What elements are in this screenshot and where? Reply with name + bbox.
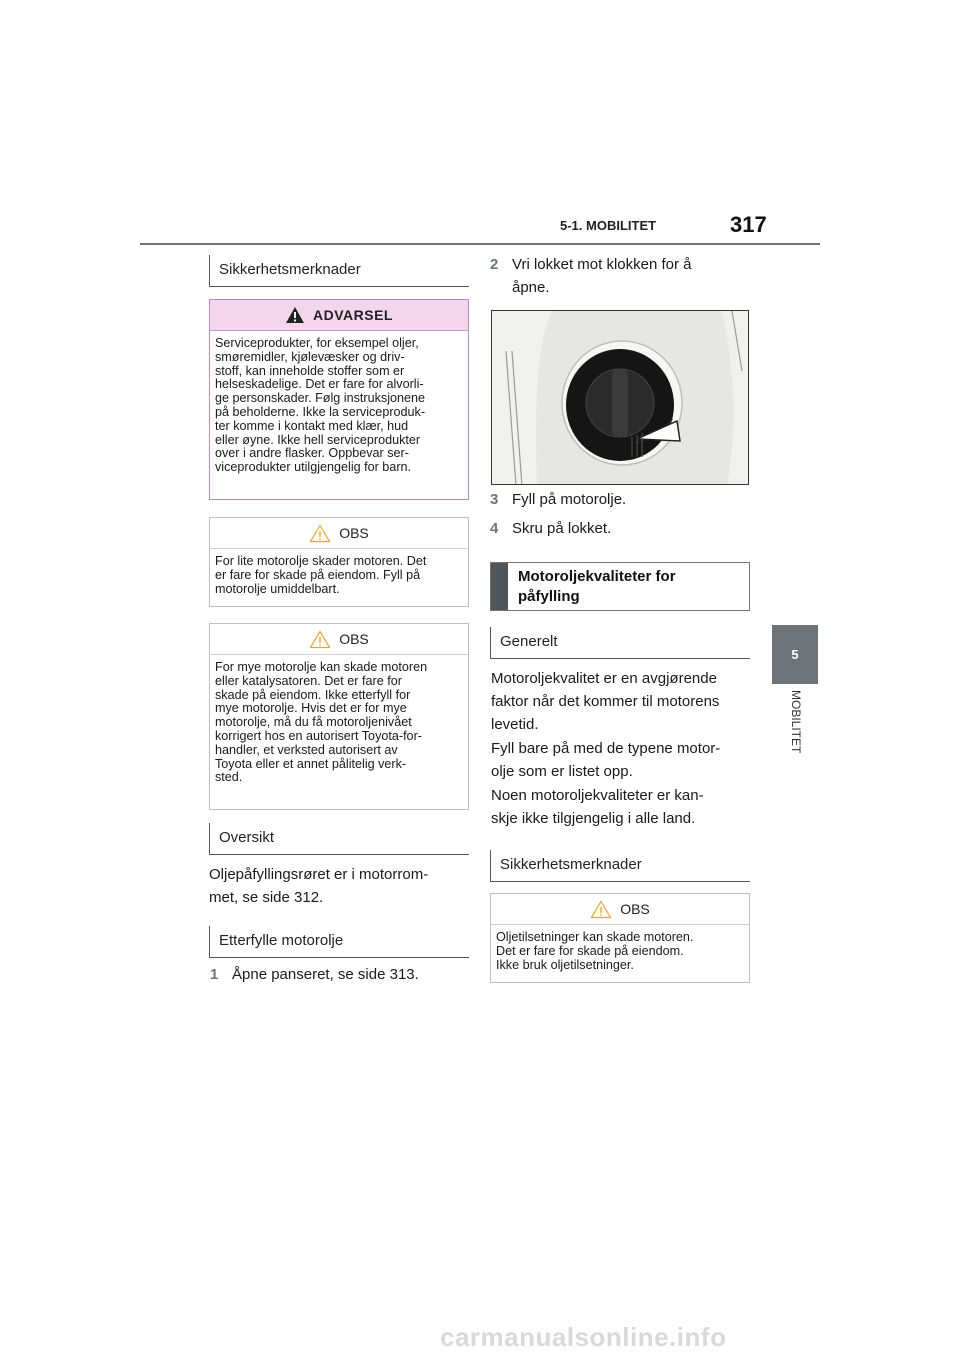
warning-box-header	[210, 300, 468, 331]
notice-title: OBS	[339, 631, 369, 647]
warning-line: eller øyne. Ikke hell serviceprodukter	[215, 432, 421, 447]
oil-cap-illustration	[491, 310, 749, 485]
notice-text	[210, 655, 468, 791]
warning-line: Serviceprodukter, for eksempel oljer,	[215, 336, 419, 350]
notice-line: motorolje, må du få motoroljenivået	[215, 715, 412, 730]
notice-box-header	[491, 894, 749, 925]
notice-line: For lite motorolje skader motoren. Det	[215, 554, 427, 568]
notice-line: Oljetilsetninger kan skade motoren.	[496, 930, 694, 944]
notice-line: er fare for skade på eiendom. Fyll på	[215, 567, 421, 582]
step-3	[490, 488, 750, 511]
step-text: Fyll på motorolje.	[512, 491, 627, 508]
notice-line: skade på eiendom. Ikke etterfyll for	[215, 687, 411, 702]
watermark: carmanualsonline.info	[440, 1322, 727, 1352]
notice-title: OBS	[620, 901, 650, 917]
warning-line: ter komme i kontakt med klær, hud	[215, 418, 409, 433]
heading-oil-quality	[490, 562, 750, 611]
step-4	[490, 517, 750, 540]
notice-line: motorolje umiddelbart.	[215, 581, 340, 596]
overview-text	[209, 863, 469, 909]
caution-triangle-icon	[590, 900, 612, 919]
warning-line: stoff, kan inneholde stoffer som er	[215, 363, 405, 378]
para-line: Noen motoroljekvaliteter er kan-	[491, 787, 704, 804]
step-1	[210, 963, 470, 986]
step-2	[490, 253, 750, 299]
heading-safety-notes: Sikkerhetsmerknader	[209, 255, 469, 287]
notice-line: mye motorolje. Hvis det er for mye	[215, 701, 407, 716]
chapter-tab	[772, 625, 818, 684]
para-line: skje ikke tilgjengelig i alle land.	[491, 810, 696, 827]
heading-bar	[491, 563, 508, 610]
heading-line: Motoroljekvaliteter for	[518, 568, 676, 585]
step-number: 3	[490, 491, 499, 508]
section-title: 5-1. MOBILITET	[560, 218, 657, 233]
para-line: olje som er listet opp.	[491, 763, 633, 780]
warning-text	[210, 331, 468, 481]
heading-safety-notes-2: Sikkerhetsmerknader	[490, 850, 750, 882]
page-number: 317	[730, 212, 767, 237]
step-text: Skru på lokket.	[512, 520, 612, 537]
general-para-3	[491, 784, 751, 830]
header-rule	[140, 243, 820, 245]
warning-line: viceprodukter utilgjengelig for barn.	[215, 460, 412, 475]
para-line: Motoroljekvalitet er en avgjørende	[491, 670, 717, 687]
heading-overview: Oversikt	[209, 823, 469, 855]
notice-box-header	[210, 624, 468, 655]
step-number: 1	[210, 966, 219, 983]
notice-line: handler, et verksted autorisert av	[215, 742, 398, 757]
chapter-label-wrap	[772, 690, 818, 780]
notice-line: sted.	[215, 770, 243, 785]
warning-line: smøremidler, kjølevæsker og driv-	[215, 349, 405, 364]
para-line: levetid.	[491, 716, 539, 733]
warning-line: ge personskader. Følg instruksjonene	[215, 391, 426, 406]
caution-triangle-icon	[309, 524, 331, 543]
caution-triangle-icon	[309, 630, 331, 649]
para-line: faktor når det kommer til motorens	[491, 693, 720, 710]
warning-box	[209, 299, 469, 500]
notice-box-additives	[490, 893, 750, 983]
heading-general: Generelt	[490, 627, 750, 659]
step-text: Åpne panseret, se side 313.	[232, 966, 419, 983]
warning-line: på beholderne. Ikke la serviceproduk-	[215, 404, 426, 419]
para-line: Fyll bare på med de typene motor-	[491, 740, 721, 757]
warning-title: ADVARSEL	[313, 307, 393, 323]
notice-box-too-little-oil	[209, 517, 469, 607]
chapter-number: 5	[791, 647, 799, 662]
step-number: 4	[490, 520, 499, 537]
step-text: Vri lokket mot klokken for å	[512, 256, 692, 273]
overview-line: met, se side 312.	[209, 889, 324, 906]
step-number: 2	[490, 256, 499, 273]
heading-text	[508, 563, 686, 610]
step-text: åpne.	[512, 279, 550, 296]
general-para-1	[491, 667, 751, 736]
warning-triangle-icon	[285, 306, 305, 324]
heading-line: påfylling	[518, 588, 580, 605]
overview-line: Oljepåfyllingsrøret er i motorrom-	[209, 866, 429, 883]
notice-box-header	[210, 518, 468, 549]
notice-line: Toyota eller et annet pålitelig verk-	[215, 756, 407, 771]
notice-line: korrigert hos en autorisert Toyota-for-	[215, 728, 422, 743]
notice-line: Det er fare for skade på eiendom.	[496, 943, 684, 958]
notice-text	[210, 549, 468, 602]
notice-text	[491, 925, 749, 978]
notice-title: OBS	[339, 525, 369, 541]
notice-box-too-much-oil	[209, 623, 469, 810]
notice-line: Ikke bruk oljetilsetninger.	[496, 957, 634, 972]
warning-line: helseskadelige. Det er fare for alvorli-	[215, 377, 424, 392]
general-para-2	[491, 737, 751, 783]
notice-line: eller katalysatoren. Det er fare for	[215, 673, 402, 688]
heading-refill-oil: Etterfylle motorolje	[209, 926, 469, 958]
notice-line: For mye motorolje kan skade motoren	[215, 660, 428, 674]
chapter-label: MOBILITET	[789, 690, 803, 754]
warning-line: over i andre flasker. Oppbevar ser-	[215, 446, 409, 461]
